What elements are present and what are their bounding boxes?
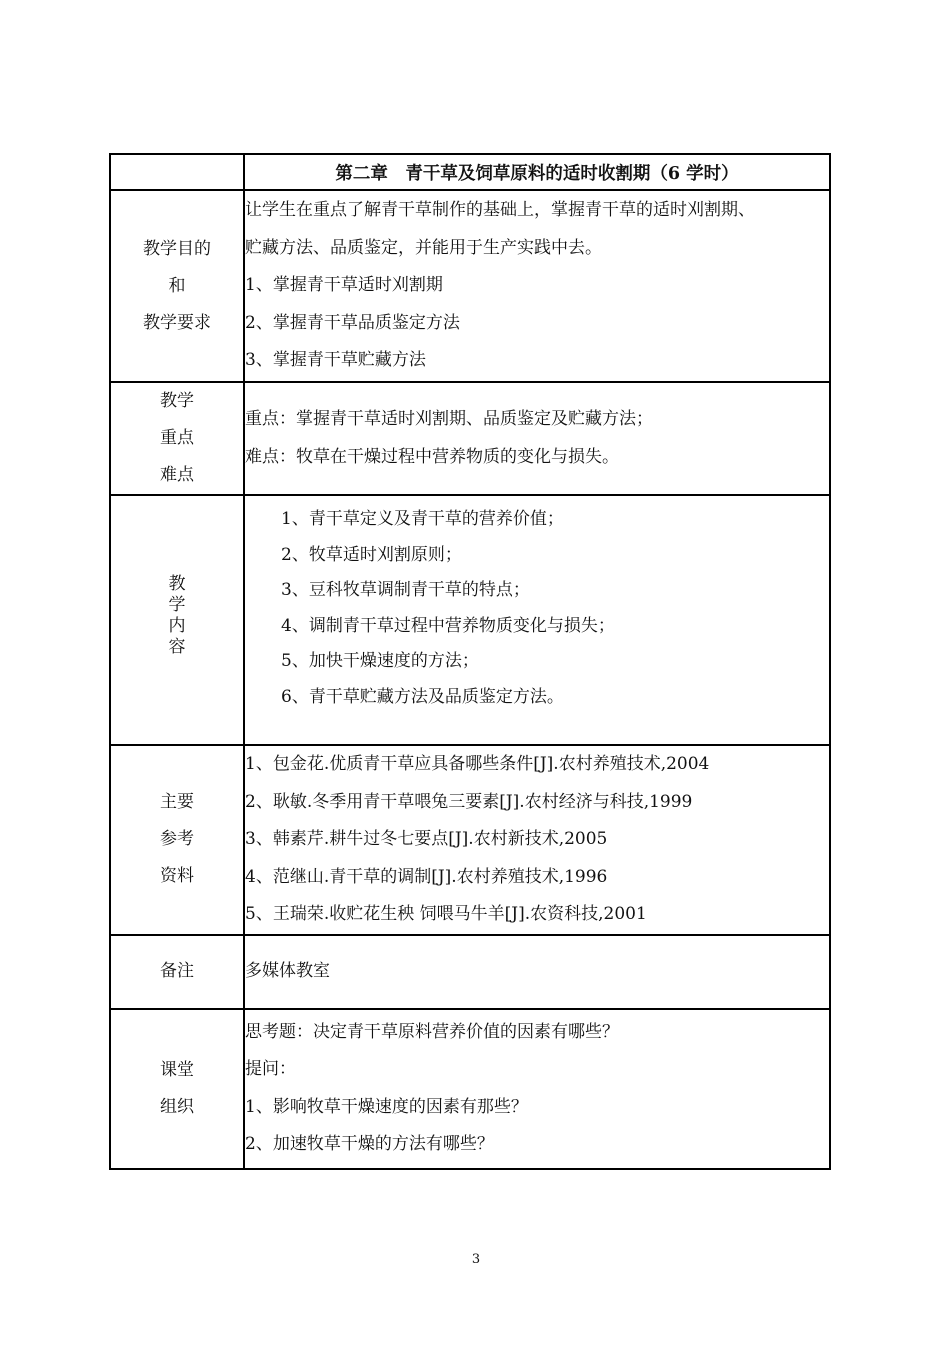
classroom-line: 1、影响牧草干燥速度的因素有那些？ bbox=[245, 1096, 528, 1117]
classroom-label-line: 课堂 bbox=[160, 1059, 194, 1080]
content-line: 4、调制青干草过程中营养物质变化与损失； bbox=[281, 615, 615, 636]
goals-row bbox=[110, 190, 830, 382]
goals-body bbox=[244, 190, 830, 382]
classroom-label bbox=[110, 1009, 244, 1169]
keypoints-label-line: 重点 bbox=[160, 428, 194, 448]
goals-label-line: 教学目的 bbox=[143, 238, 211, 259]
goals-label-line: 和 bbox=[168, 275, 186, 296]
content-row bbox=[110, 495, 830, 745]
references-body bbox=[244, 745, 830, 935]
content-line: 2、牧草适时刈割原则； bbox=[281, 544, 462, 565]
content-line: 5、加快干燥速度的方法； bbox=[281, 651, 479, 671]
classroom-line: 思考题：决定青干草原料营养价值的因素有哪些？ bbox=[245, 1021, 619, 1042]
keypoints-body bbox=[244, 382, 830, 495]
keypoints-label-line: 难点 bbox=[160, 465, 194, 485]
content-label bbox=[110, 495, 244, 745]
references-label-line: 参考 bbox=[160, 829, 194, 850]
chapter-title: 第二章 青干草及饲草原料的适时收割期（6 学时） bbox=[244, 154, 830, 190]
reference-item: 1、包金花.优质青干草应具备哪些条件[J].农村养殖技术,2004 bbox=[245, 754, 710, 774]
goals-line: 1、掌握青干草适时刈割期 bbox=[245, 275, 443, 296]
notes-line: 多媒体教室 bbox=[245, 960, 330, 981]
content-line: 3、豆科牧草调制青干草的特点； bbox=[281, 580, 530, 600]
goals-line: 2、掌握青干草品质鉴定方法 bbox=[245, 312, 460, 333]
goals-line: 让学生在重点了解青干草制作的基础上，掌握青干草的适时刈割期、 bbox=[245, 200, 755, 221]
classroom-row bbox=[110, 1009, 830, 1169]
reference-item: 4、范继山.青干草的调制[J].农村养殖技术,1996 bbox=[245, 866, 608, 887]
goals-line: 贮藏方法、品质鉴定，并能用于生产实践中去。 bbox=[245, 237, 602, 258]
references-label bbox=[110, 745, 244, 935]
content-label-char: 教 bbox=[168, 574, 186, 594]
keypoints-line: 重点：掌握青干草适时刈割期、品质鉴定及贮藏方法； bbox=[245, 409, 653, 429]
classroom-label-line: 组织 bbox=[160, 1096, 194, 1117]
lesson-plan-table bbox=[109, 153, 831, 1170]
content-label-char: 内 bbox=[168, 616, 186, 636]
page-number: 3 bbox=[471, 1252, 481, 1267]
notes-label bbox=[110, 935, 244, 1009]
goals-line: 3、掌握青干草贮藏方法 bbox=[245, 350, 426, 371]
classroom-body bbox=[244, 1009, 830, 1169]
content-label-char: 容 bbox=[168, 637, 186, 657]
notes-label-line: 备注 bbox=[160, 961, 194, 981]
content-line: 1、青干草定义及青干草的营养价值； bbox=[281, 509, 564, 529]
keypoints-row bbox=[110, 382, 830, 495]
reference-item: 3、韩素芹.耕牛过冬七要点[J].农村新技术,2005 bbox=[245, 829, 608, 849]
content-line: 6、青干草贮藏方法及品质鉴定方法。 bbox=[281, 686, 564, 707]
goals-label-line: 教学要求 bbox=[143, 312, 211, 333]
reference-item: 5、王瑞荣.收贮花生秧 饲喂马牛羊[J].农资科技,2001 bbox=[245, 904, 647, 924]
classroom-line: 提问： bbox=[245, 1059, 296, 1079]
keypoints-line: 难点：牧草在干燥过程中营养物质的变化与损失。 bbox=[245, 446, 619, 467]
notes-body bbox=[244, 935, 830, 1009]
notes-row bbox=[110, 935, 830, 1009]
classroom-line: 2、加速牧草干燥的方法有哪些？ bbox=[245, 1134, 494, 1154]
references-label-line: 资料 bbox=[160, 866, 194, 887]
content-body bbox=[244, 495, 830, 745]
references-row bbox=[110, 745, 830, 935]
goals-label bbox=[110, 190, 244, 382]
keypoints-label-line: 教学 bbox=[160, 391, 194, 411]
title-row-empty-cell bbox=[110, 154, 244, 190]
reference-item: 2、耿敏.冬季用青干草喂兔三要素[J].农村经济与科技,1999 bbox=[245, 791, 693, 812]
content-label-char: 学 bbox=[168, 595, 186, 615]
keypoints-label bbox=[110, 382, 244, 495]
references-label-line: 主要 bbox=[160, 792, 194, 813]
